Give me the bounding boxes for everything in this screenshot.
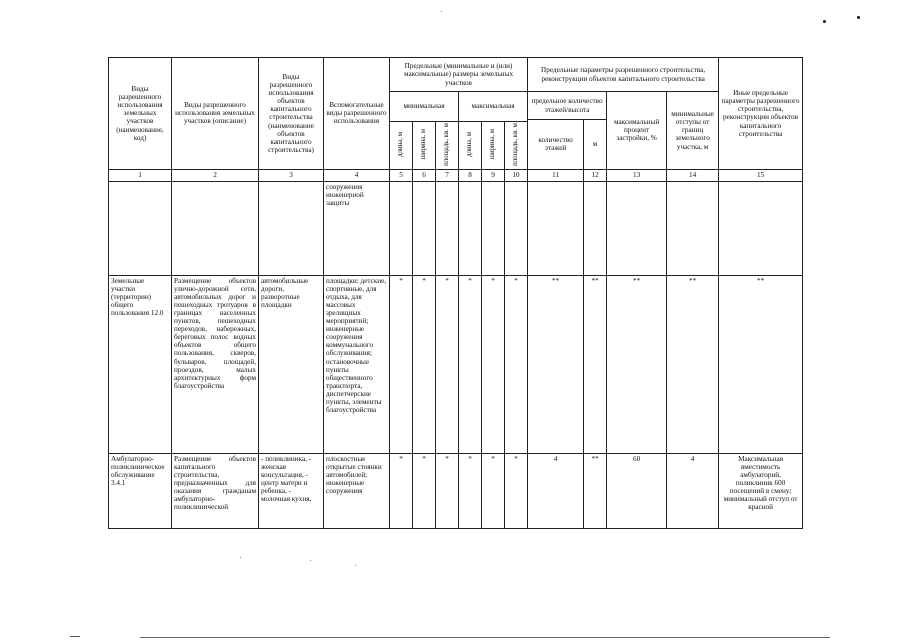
cell-other-params: ** [719,275,803,453]
scan-speck [823,20,826,23]
col-number: 8 [459,169,482,181]
cell-build-percent [607,181,667,275]
col-number: 10 [505,169,528,181]
header-min-area: площадь, кв. м [436,122,459,170]
cell-use-code [109,181,172,275]
cell-auxiliary-uses: площадки: детские, спортивные, для отдыха, для массовых зрелищных мероприятий; инженерные сооружения коммунального обслуживания; остановочные пункты общественного транспорта, диспетчерские пункты, элементы благоустройства [324,275,390,453]
header-min-length: длина, м [390,122,413,170]
scan-edge-line [140,637,830,638]
cell-min-length: * [390,453,413,528]
cell-min-width: * [413,275,436,453]
header-max-area: площадь, кв. м [505,122,528,170]
header-minimum: минимальная [390,92,459,122]
col-number: 1 [109,169,172,181]
header-min-offsets: минимальные отступы от границ земельного участка, м [667,92,719,170]
cell-max-area [505,181,528,275]
cell-other-params: Максимальная вместимость амбулаторий, поликлиник 600 посещений в смену; минимальный отступ от красной [719,453,803,528]
scan-speck [441,11,442,12]
cell-max-area: * [505,275,528,453]
cell-offsets [667,181,719,275]
scan-edge-mark [70,636,80,637]
cell-max-width: * [482,453,505,528]
cell-max-length [459,181,482,275]
header-permitted-use-description: Виды разрешенного использования земельных участков (описание) [172,58,259,170]
cell-max-width: * [482,275,505,453]
header-meters: м [584,120,607,170]
col-number: 7 [436,169,459,181]
cell-floors: 4 [528,453,584,528]
cell-floors [528,181,584,275]
header-construction-params: Предельные параметры разрешенного строительства, реконструкции объектов капитального строительства [528,58,719,92]
zoning-regulations-table [108,57,803,529]
cell-min-width [413,181,436,275]
cell-floors: ** [528,275,584,453]
cell-use-description: Размещение объектов капитального строительства, предназначенных для оказания гражданам амбулаторно-поликлинической [172,453,259,528]
cell-max-width [482,181,505,275]
cell-min-length [390,181,413,275]
header-max-width: ширина, м [482,122,505,170]
header-plot-size-limits: Предельные (минимальные и (или) максимальные) размеры земельных участков [390,58,528,92]
cell-other-params [719,181,803,275]
header-auxiliary-uses: Вспомогательные виды разрешенного использования [324,58,390,170]
col-number: 9 [482,169,505,181]
scan-speck [310,560,311,561]
header-row-1 [109,58,803,92]
scan-speck [240,557,241,558]
cell-max-length: * [459,453,482,528]
cell-min-width: * [413,453,436,528]
cell-build-percent: 60 [607,453,667,528]
cell-min-area [436,181,459,275]
cell-capital-objects: автомобильные дороги, разворотные площадки [259,275,324,453]
header-permitted-use-code: Виды разрешенного использования земельных участков (наименование, код) [109,58,172,170]
cell-use-code: Амбулаторно-поликлиническое обслуживание 3.4.1 [109,453,172,528]
cell-use-code: Земельные участки (территории) общего пользования 12.0 [109,275,172,453]
col-number: 13 [607,169,667,181]
col-number: 11 [528,169,584,181]
header-floor-count: количество этажей [528,120,584,170]
scan-speck [355,565,356,566]
cell-use-description: Размещение объектов улично-дорожной сети, автомобильных дорог и пешеходных тротуаров в границах населенных пунктов, пешеходных переходов, набережных, береговых полос водных объектов общего пользования, скверов, бульваров, площадей, проездов, малых архитектурных форм благоустройства [172,275,259,453]
cell-offsets: ** [667,275,719,453]
table-row [109,453,803,528]
header-other-params: Иные предельные параметры разрешенного строительства, реконструкции объектов капитального строительства [719,58,803,170]
col-number: 3 [259,169,324,181]
cell-height [584,181,607,275]
header-capital-objects: Виды разрешенного использования объектов капитального строительства (наименование объектов капитального строительства) [259,58,324,170]
cell-offsets: 4 [667,453,719,528]
header-max-build-percent: максимальный процент застройки, % [607,92,667,170]
column-number-row [109,169,803,181]
table-row [109,275,803,453]
col-number: 6 [413,169,436,181]
col-number: 2 [172,169,259,181]
cell-max-area: * [505,453,528,528]
col-number: 12 [584,169,607,181]
cell-build-percent: ** [607,275,667,453]
cell-height: ** [584,453,607,528]
header-floors-height: предельное количество этажей/высота [528,92,607,120]
cell-min-length: * [390,275,413,453]
cell-capital-objects [259,181,324,275]
cell-use-description [172,181,259,275]
header-min-width: ширина, м [413,122,436,170]
scan-speck [857,16,860,19]
header-maximum: максимальная [459,92,528,122]
col-number: 14 [667,169,719,181]
cell-auxiliary-uses: сооружения инженерной защиты [324,181,390,275]
col-number: 15 [719,169,803,181]
cell-capital-objects: - поликлиника, - женская консультация, - центр матери и ребенка, - молочная кухня, [259,453,324,528]
col-number: 4 [324,169,390,181]
cell-min-area: * [436,275,459,453]
cell-height: ** [584,275,607,453]
col-number: 5 [390,169,413,181]
cell-auxiliary-uses: плоскостные открытые стоянки автомобилей; инженерные сооружения [324,453,390,528]
cell-max-length: * [459,275,482,453]
header-max-length: длина, м [459,122,482,170]
cell-min-area: * [436,453,459,528]
table-row [109,181,803,275]
